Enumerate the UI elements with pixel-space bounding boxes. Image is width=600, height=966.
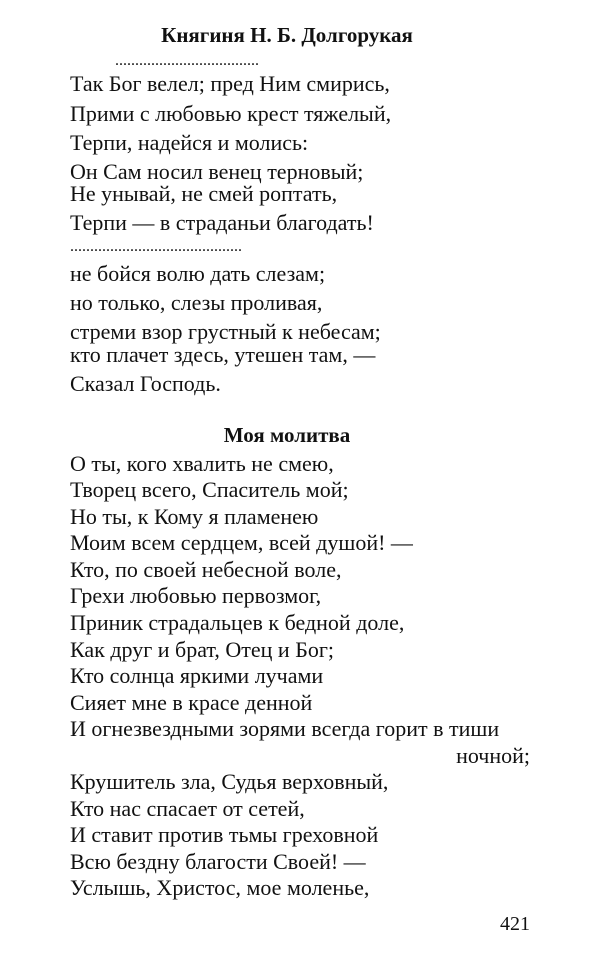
poem-line: кто плачет здесь, утешен там, — [70,342,376,367]
poem-line: но только, слезы проливая, [70,290,323,315]
poem-line: Сказал Господь. [70,371,221,396]
poem-line: И ставит против тьмы греховной [70,822,379,847]
poem-line: Моим всем сердцем, всей душой! — [70,530,413,555]
page-number: 421 [500,913,530,935]
poem-line: Услышь, Христос, мое моленье, [70,875,370,900]
poem-line: Он Сам носил венец терновый; [70,159,364,184]
poem-title-moya-molitva: Моя молитва [223,423,351,447]
poem-line-continuation: ночной; [456,743,530,768]
poem-line: Всю бездну благости Своей! — [70,849,366,874]
poem-line: Приник страдальцев к бедной доле, [70,610,405,635]
poem-line: И огнезвездными зорями всегда горит в тиши [70,716,500,741]
poem-line: О ты, кого хвалить не смею, [70,451,334,476]
poem-line: Кто, по своей небесной воле, [70,557,342,582]
poem-line: Терпи — в страданьи благодать! [70,210,374,235]
ellipsis-divider-top: .................................... [115,52,259,69]
poem-line: не бойся волю дать слезам; [70,261,326,286]
poem-line: Как друг и брат, Отец и Бог; [70,637,334,662]
poem-line: Но ты, к Кому я пламенею [70,504,319,529]
poem-line: Творец всего, Спаситель мой; [70,477,349,502]
poem-line: Прими с любовью крест тяжелый, [70,101,392,126]
poem-line: Крушитель зла, Судья верховный, [70,769,389,794]
poem-line: Кто солнца яркими лучами [70,663,324,688]
poem-line: Сияет мне в красе денной [70,690,313,715]
poem-line: Кто нас спасает от сетей, [70,796,305,821]
poem-line: стреми взор грустный к небесам; [70,319,381,344]
poem-line: Грехи любовью первозмог, [70,583,322,608]
poem-title-dolgorukaya: Княгиня Н. Б. Долгорукая [161,23,413,47]
poem-line: Терпи, надейся и молись: [70,130,309,155]
poem-line: Так Бог велел; пред Ним смирись, [70,71,390,96]
poem-line: Не унывай, не смей роптать, [70,181,338,206]
ellipsis-divider-middle: ........................................... [70,238,242,255]
